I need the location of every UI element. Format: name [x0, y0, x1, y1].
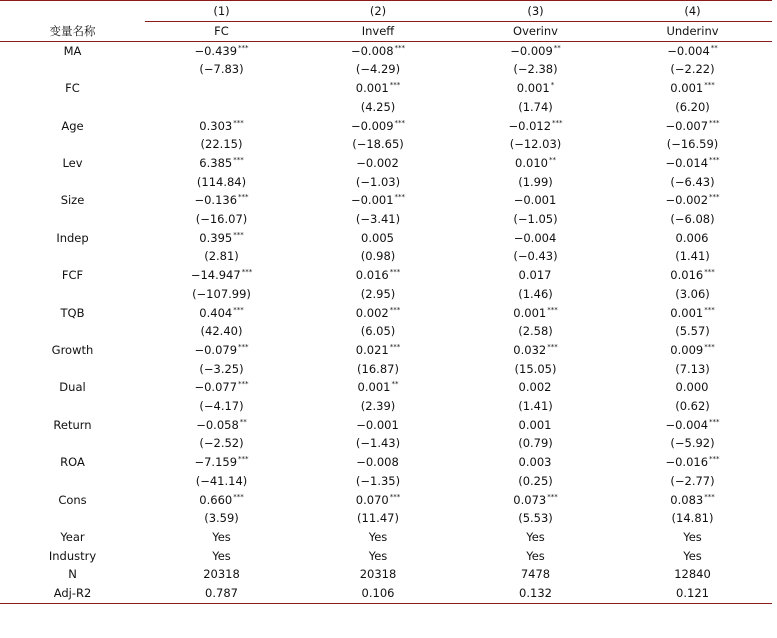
empty-label-cell — [0, 472, 145, 491]
coefficient-value: −0.002 — [665, 193, 709, 208]
t-statistic-cell: (42.40) — [200, 324, 243, 339]
significance-stars: *** — [238, 342, 249, 351]
t-statistic-cell: (−2.38) — [513, 62, 558, 77]
coefficient-value: −0.079 — [194, 342, 238, 357]
coefficient-cell — [145, 416, 298, 435]
footer-row — [0, 528, 772, 547]
coefficient-cell — [613, 229, 772, 248]
t-statistic-cell — [145, 98, 298, 117]
footer-value: Yes — [526, 548, 545, 563]
coefficient-row — [0, 79, 772, 98]
footer-value: 0.787 — [145, 584, 298, 603]
footer-label: Adj-R2 — [0, 584, 145, 603]
coefficient-value: 0.073 — [513, 492, 547, 507]
coefficient-cell — [613, 341, 772, 360]
coefficient-value: 0.083 — [670, 492, 704, 507]
empty-label-cell — [0, 60, 145, 79]
footer-value: Yes — [683, 529, 702, 544]
variable-label: Growth — [51, 342, 94, 357]
empty-label-cell — [0, 135, 145, 154]
significance-stars: ** — [239, 417, 247, 426]
coefficient-value: 0.010 — [515, 155, 548, 170]
footer-value: 0.106 — [298, 584, 458, 603]
coefficient-row — [0, 41, 772, 60]
footer-value: Yes — [683, 548, 702, 563]
footer-label: Year — [60, 529, 85, 544]
empty-label-cell — [0, 434, 145, 453]
t-statistic-cell: (−7.83) — [199, 62, 244, 77]
coefficient-cell — [458, 378, 613, 397]
coefficient-cell — [298, 79, 458, 98]
coefficient-value: 0.032 — [513, 342, 547, 357]
coefficient-cell — [145, 341, 298, 360]
significance-stars: ** — [710, 43, 718, 52]
t-statistic-row — [0, 285, 772, 304]
significance-stars: *** — [389, 492, 401, 501]
variable-label: FCF — [61, 268, 84, 283]
significance-stars: *** — [709, 118, 720, 127]
significance-stars: *** — [704, 268, 715, 277]
column-number-1: (1) — [145, 1, 298, 22]
t-statistic-row — [0, 98, 772, 117]
t-statistic-row — [0, 360, 772, 379]
significance-stars: *** — [238, 380, 249, 389]
coefficient-value: −0.012 — [508, 118, 552, 133]
footer-label: N — [68, 567, 77, 582]
t-statistic-cell: (1.46) — [518, 286, 553, 301]
coefficient-cell — [145, 491, 298, 510]
coefficient-value: 0.404 — [199, 305, 233, 320]
coefficient-cell — [458, 453, 613, 472]
coefficient-cell — [145, 79, 298, 98]
coefficient-cell — [298, 304, 458, 323]
coefficient-cell — [298, 266, 458, 285]
t-statistic-cell: (22.15) — [200, 137, 243, 152]
coefficient-cell — [145, 229, 298, 248]
coefficient-value: 0.001 — [357, 380, 391, 395]
t-statistic-cell: (5.57) — [675, 324, 710, 339]
coefficient-row — [0, 229, 772, 248]
coefficient-value: −0.002 — [356, 155, 399, 170]
significance-stars: * — [550, 81, 555, 90]
coefficient-cell — [458, 304, 613, 323]
t-statistic-cell: (6.20) — [675, 99, 710, 114]
coefficient-cell — [298, 453, 458, 472]
significance-stars: *** — [547, 342, 558, 351]
empty-label-cell — [0, 173, 145, 192]
t-statistic-cell: (−2.52) — [199, 436, 244, 451]
t-statistic-cell: (2.81) — [204, 249, 239, 264]
coefficient-cell — [613, 41, 772, 60]
coefficient-value: −0.004 — [665, 417, 709, 432]
t-statistic-row — [0, 434, 772, 453]
variable-label: Cons — [58, 492, 87, 507]
t-statistic-cell: (−2.77) — [670, 473, 715, 488]
significance-stars: *** — [547, 305, 558, 314]
coefficient-value: 0.303 — [199, 118, 233, 133]
significance-stars: *** — [709, 155, 720, 164]
footer-value: 0.132 — [458, 584, 613, 603]
dependent-variable-4: Underinv — [666, 24, 719, 38]
coefficient-cell — [458, 191, 613, 210]
significance-stars: *** — [233, 118, 244, 127]
t-statistic-cell: (−4.17) — [199, 399, 244, 414]
coefficient-value: 0.001 — [513, 305, 547, 320]
significance-stars: *** — [238, 455, 249, 464]
t-statistic-cell: (−3.41) — [355, 212, 401, 227]
significance-stars: *** — [389, 81, 401, 90]
column-number-4: (4) — [613, 1, 772, 22]
significance-stars: *** — [233, 492, 244, 501]
coefficient-value: 0.001 — [518, 417, 552, 432]
significance-stars: ** — [553, 43, 561, 52]
coefficient-cell — [145, 266, 298, 285]
coefficient-cell — [145, 191, 298, 210]
t-statistic-cell: (2.39) — [360, 399, 396, 414]
significance-stars: *** — [704, 492, 715, 501]
coefficient-value: 0.016 — [670, 268, 704, 283]
footer-row — [0, 547, 772, 566]
coefficient-value: 0.017 — [518, 268, 552, 283]
t-statistic-cell: (1.41) — [518, 399, 553, 414]
significance-stars: *** — [238, 43, 249, 52]
coefficient-cell — [613, 491, 772, 510]
variable-label: Lev — [62, 155, 83, 170]
t-statistic-cell: (−18.65) — [352, 137, 404, 152]
t-statistic-cell: (−41.14) — [195, 473, 248, 488]
t-statistic-cell: (−12.03) — [509, 137, 562, 152]
t-statistic-cell: (1.74) — [518, 99, 553, 114]
footer-value: 20318 — [359, 567, 397, 582]
coefficient-value: −14.947 — [190, 268, 241, 283]
footer-value: Yes — [212, 548, 231, 563]
coefficient-row — [0, 378, 772, 397]
coefficient-value: −0.004 — [667, 43, 710, 58]
variable-label: FC — [65, 81, 80, 96]
coefficient-value: −0.008 — [350, 43, 394, 58]
footer-value: 20318 — [203, 567, 240, 582]
coefficient-cell — [298, 229, 458, 248]
coefficient-value: −0.001 — [513, 193, 557, 208]
t-statistic-cell: (0.62) — [675, 399, 710, 414]
coefficient-value: −0.004 — [513, 230, 557, 245]
significance-stars: *** — [704, 81, 715, 90]
t-statistic-cell: (−4.29) — [355, 62, 401, 77]
coefficient-row — [0, 341, 772, 360]
coefficient-cell — [298, 378, 458, 397]
footer-value: Yes — [368, 548, 388, 563]
significance-stars: *** — [709, 193, 720, 202]
coefficient-cell — [458, 491, 613, 510]
footer-row — [0, 565, 772, 584]
t-statistic-row — [0, 210, 772, 229]
empty-label-cell — [0, 509, 145, 528]
coefficient-value: −0.007 — [665, 118, 709, 133]
t-statistic-cell: (−6.43) — [670, 174, 715, 189]
empty-label-cell — [0, 247, 145, 266]
t-statistic-cell: (3.59) — [204, 511, 239, 526]
variable-label: Dual — [59, 380, 86, 395]
coefficient-value: 0.016 — [355, 268, 389, 283]
dependent-variable-1: FC — [214, 24, 229, 38]
variable-label: Return — [53, 417, 92, 432]
coefficient-value: 6.385 — [199, 155, 233, 170]
coefficient-row — [0, 304, 772, 323]
t-statistic-cell: (14.81) — [671, 511, 714, 526]
coefficient-cell — [613, 117, 772, 136]
coefficient-value: −0.009 — [510, 43, 553, 58]
footer-value: Yes — [526, 529, 545, 544]
coefficient-row — [0, 453, 772, 472]
coefficient-row — [0, 154, 772, 173]
significance-stars: *** — [394, 43, 406, 52]
t-statistic-cell: (−5.92) — [670, 436, 715, 451]
significance-stars: ** — [548, 155, 556, 164]
t-statistic-cell: (2.58) — [518, 324, 553, 339]
t-statistic-row — [0, 173, 772, 192]
significance-stars: *** — [704, 305, 715, 314]
significance-stars: *** — [233, 155, 244, 164]
empty-label-cell — [0, 285, 145, 304]
coefficient-cell — [145, 41, 298, 60]
coefficient-cell — [145, 453, 298, 472]
coefficient-value: 0.002 — [518, 380, 552, 395]
t-statistic-row — [0, 397, 772, 416]
header-empty-cell — [0, 1, 145, 22]
t-statistic-cell: (−6.08) — [670, 212, 715, 227]
coefficient-value: 0.009 — [670, 342, 704, 357]
coefficient-value: 0.003 — [518, 455, 552, 470]
coefficient-row — [0, 117, 772, 136]
t-statistic-row — [0, 60, 772, 79]
coefficient-value: 0.006 — [675, 230, 709, 245]
footer-value: 0.121 — [613, 584, 772, 603]
coefficient-cell — [458, 154, 613, 173]
t-statistic-cell: (−16.07) — [195, 212, 248, 227]
coefficient-cell — [613, 453, 772, 472]
t-statistic-cell: (0.25) — [518, 473, 553, 488]
coefficient-value: 0.001 — [670, 305, 704, 320]
t-statistic-cell: (11.47) — [357, 511, 399, 526]
coefficient-value: −0.439 — [194, 43, 238, 58]
coefficient-value: 0.001 — [355, 81, 389, 96]
coefficient-cell — [298, 191, 458, 210]
coefficient-value: 0.002 — [355, 305, 389, 320]
variable-label: TQB — [60, 305, 85, 320]
t-statistic-cell: (−0.43) — [513, 249, 558, 264]
footer-label: Industry — [48, 548, 97, 563]
t-statistic-cell: (−16.59) — [666, 137, 719, 152]
coefficient-row — [0, 266, 772, 285]
variable-label: Size — [60, 193, 85, 208]
t-statistic-cell: (−107.99) — [192, 286, 251, 301]
coefficient-value: −0.136 — [194, 193, 238, 208]
coefficient-cell — [458, 341, 613, 360]
empty-label-cell — [0, 210, 145, 229]
variable-label: ROA — [60, 455, 85, 470]
coefficient-cell — [613, 154, 772, 173]
coefficient-cell — [458, 229, 613, 248]
header-row-numbers — [0, 1, 772, 22]
significance-stars: *** — [389, 342, 401, 351]
footer-value: Yes — [368, 529, 388, 544]
footer-value: Yes — [212, 529, 231, 544]
t-statistic-cell: (0.98) — [360, 249, 396, 264]
t-statistic-cell: (−1.35) — [355, 473, 401, 488]
t-statistic-cell: (1.41) — [675, 249, 710, 264]
coefficient-cell — [298, 416, 458, 435]
coefficient-value: 0.070 — [355, 492, 389, 507]
coefficient-value: 0.001 — [516, 81, 550, 96]
t-statistic-cell: (6.05) — [360, 324, 396, 339]
t-statistic-row — [0, 509, 772, 528]
coefficient-value: −0.077 — [194, 380, 238, 395]
significance-stars: *** — [389, 305, 401, 314]
coefficient-value: −0.058 — [196, 417, 239, 432]
t-statistic-row — [0, 135, 772, 154]
empty-label-cell — [0, 360, 145, 379]
significance-stars: ** — [391, 380, 399, 389]
coefficient-cell — [458, 41, 613, 60]
coefficient-cell — [613, 304, 772, 323]
t-statistic-cell: (−1.43) — [355, 436, 401, 451]
t-statistic-cell: (5.53) — [518, 511, 553, 526]
coefficient-cell — [145, 304, 298, 323]
significance-stars: *** — [233, 305, 244, 314]
coefficient-cell — [458, 266, 613, 285]
t-statistic-cell: (1.99) — [518, 174, 553, 189]
t-statistic-cell: (−1.05) — [513, 212, 558, 227]
coefficient-cell — [145, 117, 298, 136]
empty-label-cell — [0, 98, 145, 117]
variable-label: Indep — [56, 230, 89, 245]
coefficient-value: 0.001 — [670, 81, 704, 96]
dependent-variable-3: Overinv — [513, 24, 558, 38]
coefficient-value: −0.008 — [356, 455, 399, 470]
coefficient-value: −0.009 — [350, 118, 394, 133]
coefficient-value: −0.001 — [350, 193, 394, 208]
column-number-2: (2) — [298, 1, 458, 22]
footer-row — [0, 584, 772, 603]
header-row-variables — [0, 22, 772, 42]
t-statistic-row — [0, 322, 772, 341]
significance-stars: *** — [233, 230, 244, 239]
t-statistic-cell: (−1.03) — [355, 174, 401, 189]
coefficient-value: −0.014 — [665, 155, 709, 170]
coefficient-cell — [298, 341, 458, 360]
coefficient-row — [0, 416, 772, 435]
t-statistic-cell: (0.79) — [518, 436, 553, 451]
t-statistic-cell: (16.87) — [357, 361, 399, 376]
t-statistic-row — [0, 472, 772, 491]
coefficient-value: −7.159 — [194, 455, 238, 470]
variable-label: MA — [0, 41, 145, 60]
coefficient-cell — [613, 191, 772, 210]
coefficient-value: 0.395 — [199, 230, 233, 245]
coefficient-row — [0, 491, 772, 510]
significance-stars: *** — [394, 193, 406, 202]
t-statistic-cell: (114.84) — [196, 174, 247, 189]
footer-value: 12840 — [674, 567, 711, 582]
significance-stars: *** — [241, 268, 253, 277]
coefficient-cell — [613, 378, 772, 397]
t-statistic-cell: (−2.22) — [670, 62, 715, 77]
coefficient-cell — [458, 79, 613, 98]
t-statistic-row — [0, 247, 772, 266]
significance-stars: *** — [552, 118, 563, 127]
significance-stars: *** — [394, 118, 406, 127]
empty-label-cell — [0, 397, 145, 416]
variable-label: Age — [61, 118, 84, 133]
coefficient-value: −0.016 — [665, 455, 709, 470]
coefficient-cell — [298, 491, 458, 510]
coefficient-value: 0.660 — [199, 492, 233, 507]
t-statistic-cell: (2.95) — [360, 286, 396, 301]
coefficient-cell — [613, 266, 772, 285]
coefficient-cell — [458, 416, 613, 435]
column-number-3: (3) — [458, 1, 613, 22]
coefficient-row — [0, 191, 772, 210]
table-body — [0, 1, 772, 604]
t-statistic-cell: (15.05) — [514, 361, 557, 376]
coefficient-value: −0.001 — [356, 417, 399, 432]
significance-stars: *** — [709, 455, 720, 464]
coefficient-cell — [613, 79, 772, 98]
empty-label-cell — [0, 322, 145, 341]
dependent-variable-2: Inveff — [361, 24, 395, 38]
coefficient-cell — [613, 416, 772, 435]
variable-name-header: 变量名称 — [49, 23, 96, 38]
significance-stars: *** — [547, 492, 558, 501]
coefficient-cell — [298, 117, 458, 136]
coefficient-cell — [298, 41, 458, 60]
t-statistic-cell: (−3.25) — [199, 361, 244, 376]
t-statistic-cell: (3.06) — [675, 286, 710, 301]
t-statistic-cell: (7.13) — [675, 361, 710, 376]
footer-value: 7478 — [520, 567, 551, 582]
t-statistic-cell: (4.25) — [360, 99, 396, 114]
coefficient-cell — [458, 117, 613, 136]
significance-stars: *** — [704, 342, 715, 351]
significance-stars: *** — [238, 193, 249, 202]
significance-stars: *** — [389, 268, 401, 277]
coefficient-value: 0.005 — [361, 230, 394, 245]
significance-stars: *** — [709, 417, 720, 426]
coefficient-cell — [298, 154, 458, 173]
coefficient-value: 0.000 — [675, 380, 709, 395]
coefficient-cell — [145, 154, 298, 173]
coefficient-cell — [145, 378, 298, 397]
coefficient-value: 0.021 — [355, 342, 389, 357]
